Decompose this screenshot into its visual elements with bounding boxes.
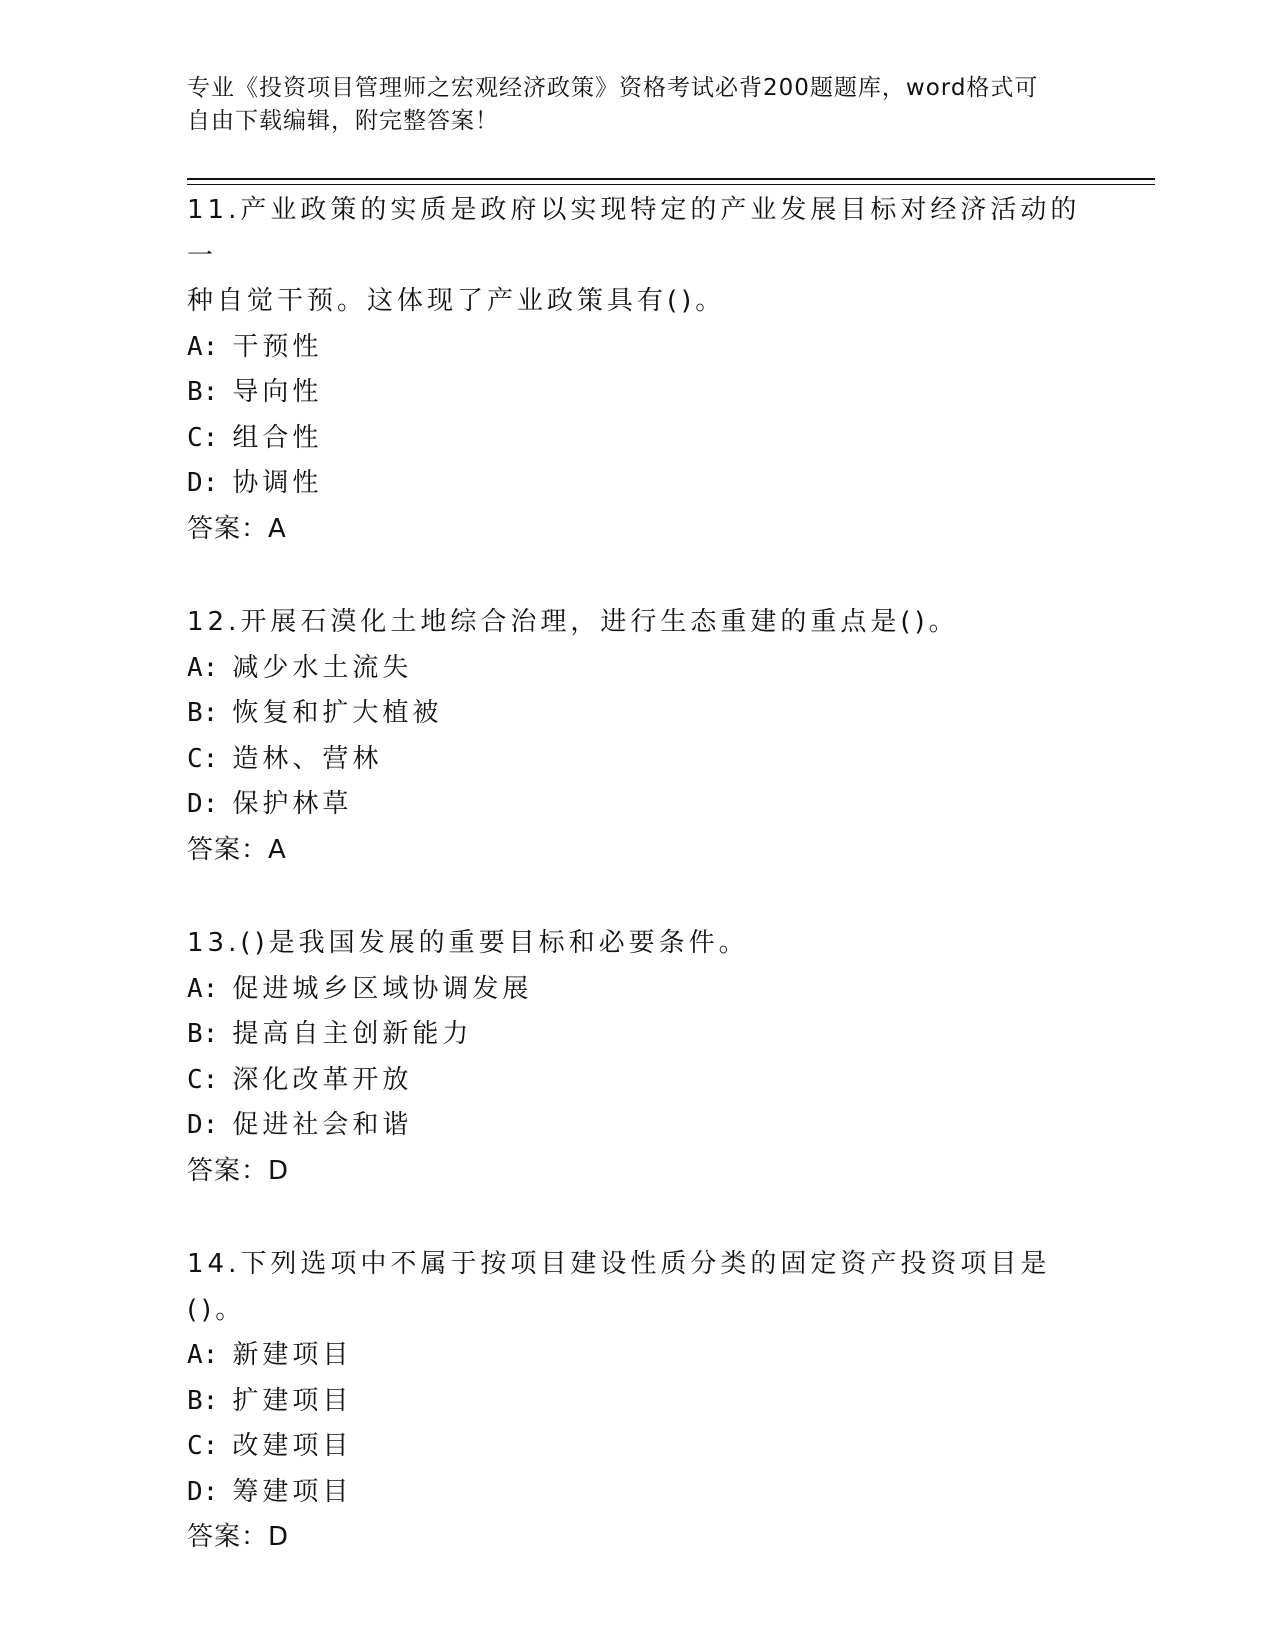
question-stem-continued: 种自觉干预。这体现了产业政策具有()。 bbox=[187, 286, 726, 316]
option-key: C: bbox=[187, 422, 219, 453]
answer-line: 答案：D bbox=[187, 1522, 290, 1552]
question-item bbox=[187, 600, 1087, 873]
option-text: 促进城乡区域协调发展 bbox=[232, 973, 533, 1004]
option-text: 促进社会和谐 bbox=[232, 1110, 413, 1140]
option-key: A: bbox=[187, 1340, 219, 1370]
option-key: B: bbox=[187, 1385, 219, 1416]
option-a bbox=[187, 1333, 1087, 1379]
header-line-1: 专业《投资项目管理师之宏观经济政策》资格考试必背200题题库，word格式可 bbox=[187, 75, 1039, 101]
option-text: 深化改革开放 bbox=[232, 1064, 413, 1095]
option-text: 扩建项目 bbox=[232, 1385, 353, 1416]
question-stem: 11.产业政策的实质是政府以实现特定的产业发展目标对经济活动的一 bbox=[187, 195, 1081, 271]
option-text: 导向性 bbox=[232, 377, 323, 407]
option-d bbox=[187, 461, 1087, 507]
question-item bbox=[187, 1242, 1087, 1561]
question-stem: 12.开展石漠化土地综合治理，进行生态重建的重点是()。 bbox=[187, 607, 959, 637]
answer-line: 答案：A bbox=[187, 513, 287, 544]
option-b bbox=[187, 691, 1087, 737]
option-b bbox=[187, 370, 1087, 416]
option-text: 组合性 bbox=[232, 422, 323, 453]
option-key: C: bbox=[187, 743, 219, 774]
option-text: 保护林草 bbox=[232, 789, 353, 819]
answer-line: 答案：D bbox=[187, 1155, 290, 1186]
option-key: C: bbox=[187, 1064, 219, 1095]
option-key: B: bbox=[187, 698, 219, 728]
option-c bbox=[187, 416, 1087, 462]
option-d bbox=[187, 782, 1087, 828]
option-d bbox=[187, 1470, 1087, 1516]
option-b bbox=[187, 1379, 1087, 1425]
question-item bbox=[187, 921, 1087, 1194]
header-divider-thin bbox=[187, 184, 1155, 185]
option-key: D: bbox=[187, 1110, 219, 1140]
header-divider-thick bbox=[187, 178, 1155, 180]
option-text: 干预性 bbox=[232, 331, 323, 362]
option-text: 减少水土流失 bbox=[232, 652, 413, 683]
question-item bbox=[187, 188, 1087, 552]
option-d bbox=[187, 1103, 1087, 1149]
option-a bbox=[187, 646, 1087, 692]
question-list bbox=[187, 188, 1087, 1609]
option-key: C: bbox=[187, 1431, 219, 1461]
option-text: 提高自主创新能力 bbox=[232, 1019, 473, 1049]
option-key: A: bbox=[187, 973, 219, 1004]
option-c bbox=[187, 737, 1087, 783]
question-stem: 13.()是我国发展的重要目标和必要条件。 bbox=[187, 928, 749, 958]
option-text: 造林、营林 bbox=[232, 743, 383, 774]
option-key: D: bbox=[187, 468, 219, 498]
option-c bbox=[187, 1058, 1087, 1104]
question-stem: 14.下列选项中不属于按项目建设性质分类的固定资产投资项目是()。 bbox=[187, 1249, 1051, 1325]
option-key: D: bbox=[187, 789, 219, 819]
answer-line: 答案：A bbox=[187, 834, 287, 865]
document-header bbox=[187, 72, 1087, 138]
option-key: D: bbox=[187, 1476, 219, 1507]
option-key: B: bbox=[187, 1019, 219, 1049]
option-key: A: bbox=[187, 652, 219, 683]
option-b bbox=[187, 1012, 1087, 1058]
option-c bbox=[187, 1424, 1087, 1470]
option-a bbox=[187, 967, 1087, 1013]
option-text: 协调性 bbox=[232, 468, 323, 498]
header-line-2: 自由下载编辑，附完整答案！ bbox=[187, 108, 499, 134]
option-text: 筹建项目 bbox=[232, 1476, 353, 1507]
option-text: 新建项目 bbox=[232, 1340, 353, 1370]
option-text: 恢复和扩大植被 bbox=[232, 698, 443, 728]
option-text: 改建项目 bbox=[232, 1431, 353, 1461]
option-key: B: bbox=[187, 377, 219, 407]
option-key: A: bbox=[187, 331, 219, 362]
option-a bbox=[187, 325, 1087, 371]
